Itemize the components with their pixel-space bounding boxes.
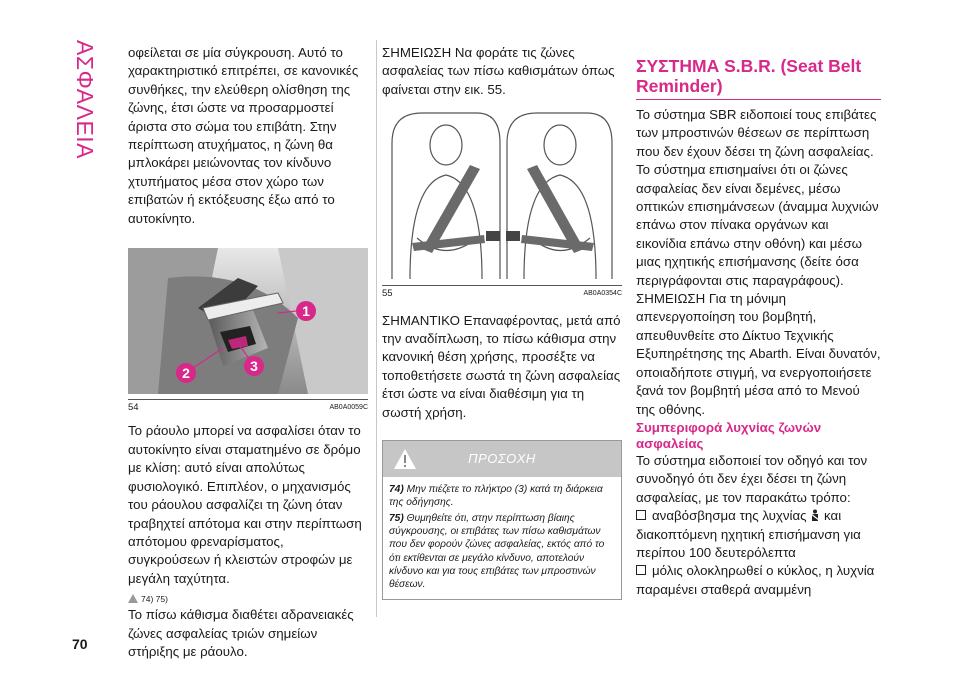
figure-number: 55 [382,287,393,299]
seatbelt-warning-icon [810,509,820,522]
seatbelt-buckle-illustration [128,248,368,394]
checkbox-bullet-icon [636,565,646,575]
caution-item: 75) Θυμηθείτε ότι, στην περίπτωση βίαιης σύγκρουσης, οι επιβάτες των πίσω καθισμάτων που δεν φορούν ζώνες ασφαλείας, εκτός από το ότι εκτίθενται σε μεγάλο κίνδυνο, αποτελούν κίνδυνο και για τους επιβάτες των μπροστινών θέσεων. [389,512,605,591]
caution-header [383,441,621,477]
rear-seat-belt-illustration [382,103,622,279]
figure-55 [382,103,622,285]
caution-box [382,440,622,600]
callout-2: 2 [182,365,190,382]
paragraph: ΣΗΜΕΙΩΣΗ Για τη μόνιμη απενεργοποίηση του βομβητή, απευθυνθείτε στο Δίκτυο Τεχνικής Εξυπηρέτησης της Abarth. Είναι δυνατόν, οποιαδήποτε στιγμή, να ενεργοποιήσετε ξανά τον βομβητή μέσα από το Μενού της οθόνης. [636,291,881,417]
paragraph: οφείλεται σε μία σύγκρουση. Αυτό το χαρακτηριστικό επιτρέπει, σε κανονικές συνθήκες, την ελεύθερη ολίσθηση της ζώνης, έτσι ώστε να προσαρμοστεί άριστα στο σώμα του επιβάτη. Στην περίπτωση ατυχήματος, η ζώνη θα μπλοκάρει μειώνοντας τον κίνδυνο χτυπήματος μέσα στον χώρο των επιβατών ή εκτόξευσης έξω από το αυτοκίνητο. [128,45,359,226]
paragraph: ΣΗΜΑΝΤΙΚΟ Επαναφέροντας, μετά από την αναδίπλωση, το πίσω κάθισμα στην κανονική θέση χρήσης, προσέξτε να τοποθετήσετε σωστά τη ζώνη ασφαλείας έτσι ώστε να είναι διαθέσιμη για τη σωστή χρήση. [382,312,621,420]
warning-triangle-icon [128,594,138,603]
column-3 [636,56,881,599]
warning-triangle-icon [393,448,417,470]
caution-title: ΠΡΟΣΟΧΗ [468,450,536,466]
section-heading: ΣΥΣΤΗΜΑ S.B.R. (Seat Belt Reminder) [636,56,881,100]
figure-54 [128,248,368,400]
figure-caption [128,402,368,414]
bullet-item: αναβόσβησμα της λυχνίας και διακοπτόμενη ηχητική επισήμανση για περίπου 100 δευτερόλεπτα [636,508,861,560]
subsection-heading: Συμπεριφορά λυχνίας ζωνών ασφαλείας [636,419,822,451]
figure-code: AB0A0059C [329,404,368,412]
column-divider [376,40,377,617]
checkbox-bullet-icon [636,510,646,520]
bullet-item: μόλις ολοκληρωθεί ο κύκλος, η λυχνία παραμένει σταθερά αναμμένη [636,563,875,597]
paragraph: Το ράουλο μπορεί να ασφαλίσει όταν το αυτοκίνητο είναι σταματημένο σε δρόμο με κλίση: αυτό είναι απολύτως φυσιολογικό. Επιπλέον, ο μηχανισμός του ράουλου ασφαλίζει τη ζώνη όταν τραβηχτεί απότομα και στην περίπτωση απότομου φρεναρίσματος, συγκρούσεων ή κλειστών στροφών με μεγάλη ταχύτητα. [128,423,362,586]
figure-code: AB0A0354C [583,289,622,297]
paragraph: Το σύστημα επισημαίνει ότι οι ζώνες ασφαλείας δεν είναι δεμένες, μέσω οπτικών επισημάνσεων (άναμμα λυχνιών επάνω στον πίνακα οργάνων και εικονίδια επάνω στην οθόνη) και μέσω μιας ηχητικής επισήμανσης (δείτε όσα περιγράφονται στις παραγράφους). [636,162,879,288]
paragraph: Το πίσω κάθισμα διαθέτει αδρανειακές ζώνες ασφαλείας τριών σημείων στήριξης με ράουλο. [128,607,354,659]
figure-caption [382,288,622,300]
paragraph: Το σύστημα SBR ειδοποιεί τους επιβάτες των μπροστινών θέσεων σε περίπτωση που δεν έχουν δέσει τη ζώνη ασφαλείας. [636,107,877,159]
warning-reference: 74) 75) [128,592,368,606]
paragraph: Το σύστημα ειδοποιεί τον οδηγό και τον συνοδηγό ότι δεν έχει δέσει τη ζώνη ασφαλείας, με τον παρακάτω τρόπο: [636,452,868,505]
figure-number: 54 [128,402,139,414]
page-number: 70 [72,636,88,652]
column-2 [382,44,622,600]
column-1 [128,44,368,661]
callout-3: 3 [250,358,258,375]
callout-1: 1 [302,303,310,320]
caution-body [383,477,621,599]
section-tab: ΑΣΦΑΛΕΙΑ [72,40,98,160]
paragraph: ΣΗΜΕΙΩΣΗ Να φοράτε τις ζώνες ασφαλείας των πίσω καθισμάτων όπως φαίνεται στην εικ. 55. [382,45,615,97]
caution-item: 74) Μην πιέζετε το πλήκτρο (3) κατά τη διάρκεια της οδήγησης. [389,484,603,509]
